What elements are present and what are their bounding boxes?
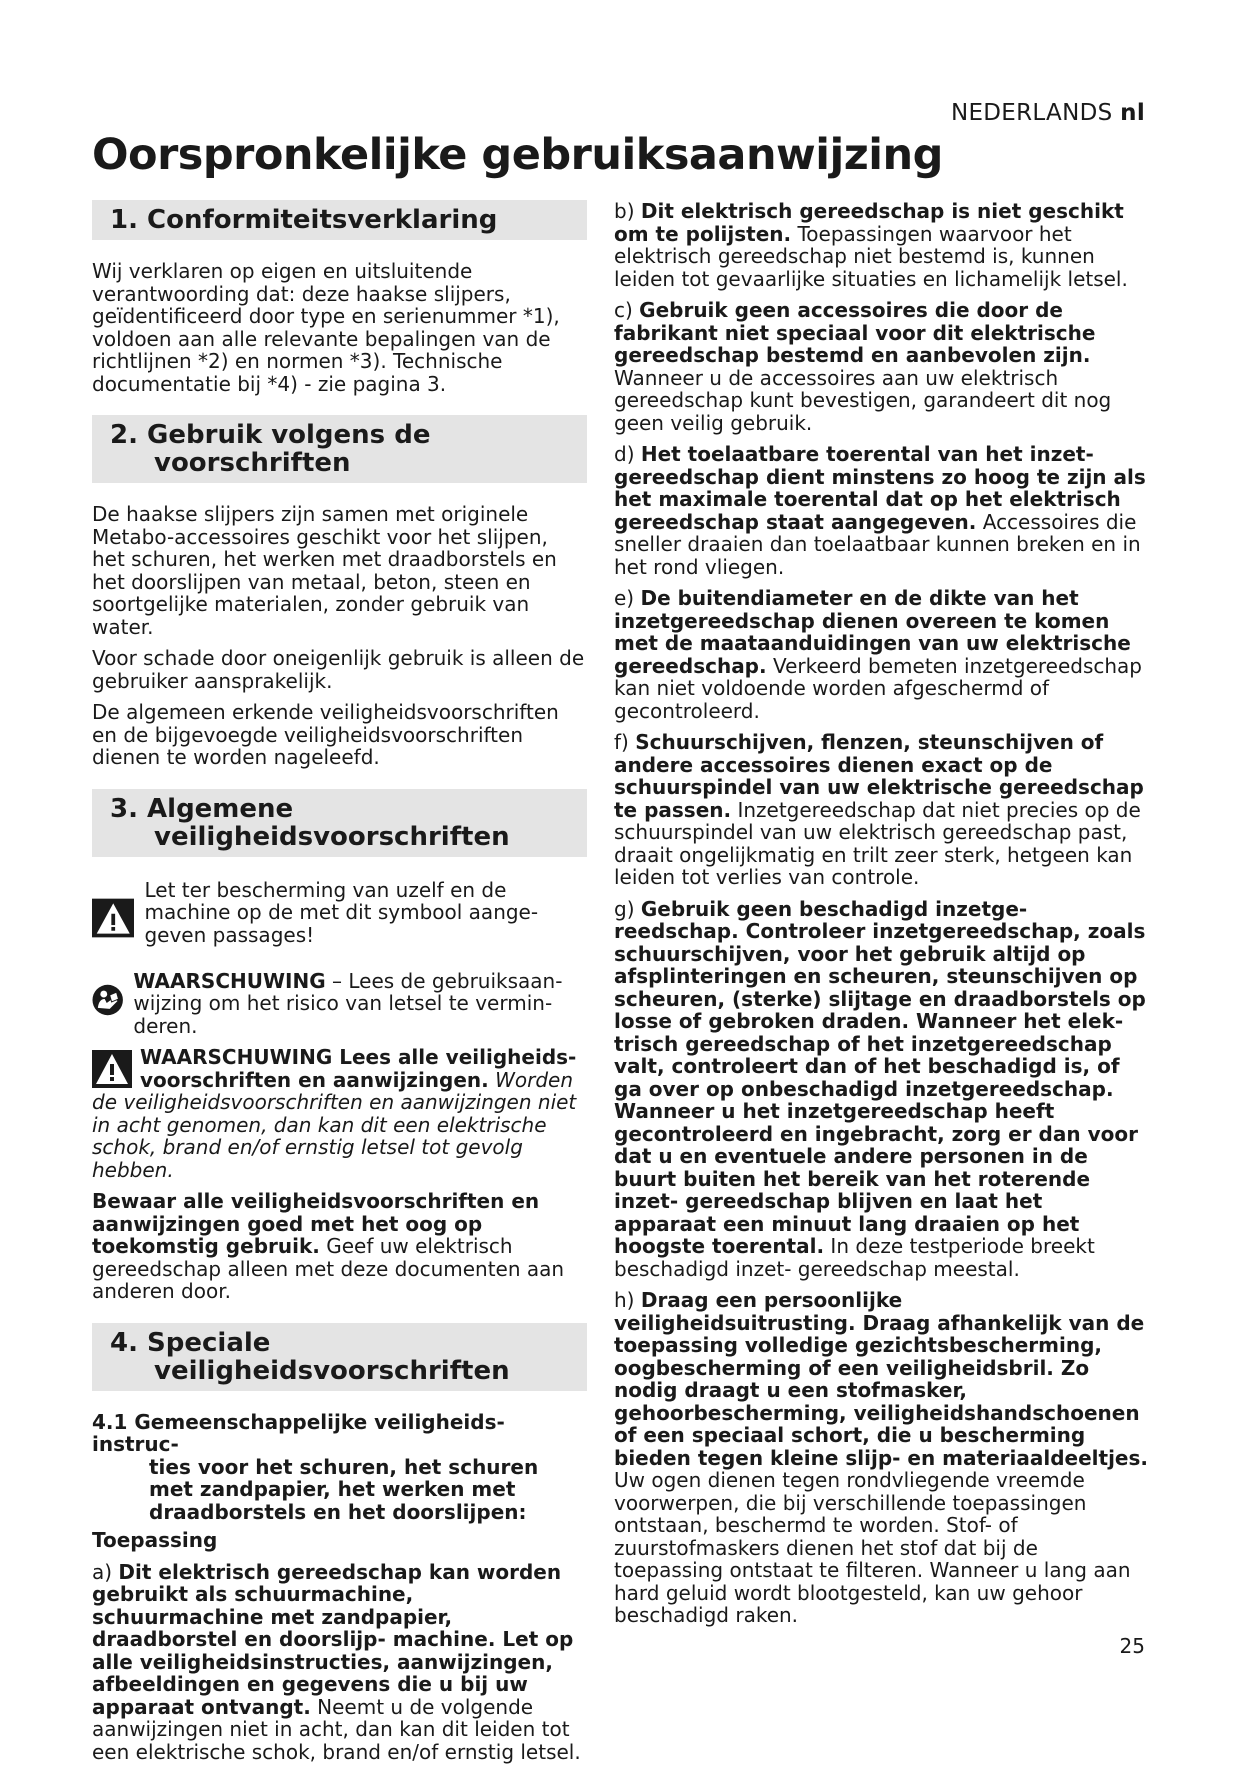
left-column <box>92 200 587 1772</box>
section-4-heading: 4. Speciale veiligheidsvoorschriften <box>92 1323 587 1391</box>
section-2-heading: 2. Gebruik volgens de voorschriften <box>92 415 587 483</box>
section-2-paragraph: De algemeen erkende veiligheidsvoorschriften en de bijgevoegde veiligheidsvoorschriften dienen te worden nageleefd. <box>92 700 559 769</box>
item-h: h) Draag een persoonlijke veiligheidsuitrusting. Draag afhankelijk van de toepassing volledige gezichtsbescherming, oogbescherming of een veiligheidsbril. Zo nodig draagt u een stofmasker, gehoorbescherming, veiligheidshandschoenen of een speciaal schort, die u bescherming bieden tegen kleine slijp- en materiaaldeeltjes. Uw ogen dienen tegen rondvliegende vreemde voorwerpen, die bij verschillende toepassingen ontstaan, beschermd te worden. Stof- of zuurstofmaskers dienen het stof dat bij de toepassing ontstaat te filteren. Wanneer u lang aan hard geluid wordt blootgesteld, kan uw gehoor beschadigd raken. <box>614 1288 1148 1627</box>
item-e: e) De buitendiameter en de dikte van het inzetgereedschap dienen overeen te komen met de maataanduidingen van uw elektrische gereedschap. Verkeerd bemeten inzetgereedschap kan niet voldoende worden afgeschermd of gecontroleerd. <box>614 586 1142 723</box>
read-manual-icon <box>92 968 123 1032</box>
language-name: NEDERLANDS <box>950 100 1113 126</box>
toepassing-heading: Toepassing <box>92 1528 218 1552</box>
section-1-body: Wij verklaren op eigen en uitsluitende verantwoording dat: deze haakse slijpers, geïdentificeerd door type en serienummer *1), voldoen aan alle relevante bepalingen van de richtlijnen *2) en normen *3). Technische documentatie bij *4) - zie pagina 3. <box>92 259 560 396</box>
warning-text: – Lees de gebruiksaan- wijzing om het risico van letsel te vermin- deren. <box>133 968 563 1038</box>
section-2-paragraph: Voor schade door oneigenlijk gebruik is alleen de gebruiker aansprakelijk. <box>92 646 585 693</box>
keep-instructions: Bewaar alle veiligheidsvoorschriften en aanwijzingen goed met het oog op toekomstig gebruik. Geef uw elektrisch gereedschap alleen met deze documenten aan anderen door. <box>92 1189 565 1303</box>
right-column <box>614 200 1150 1636</box>
symbol-note-row <box>92 877 587 959</box>
section-3-heading: 3. Algemene veiligheidsvoorschriften <box>92 789 587 857</box>
language-header <box>951 100 1145 126</box>
item-d: d) Het toelaatbare toerental van het inzet- gereedschap dient minstens zo hoog te zijn als het maximale toerental dat op het elektrisch gereedschap staat aangegeven. Accessoires die sneller draaien dan toelaatbaar kunnen breken en in het rond vliegen. <box>614 442 1146 579</box>
subsection-4-1-heading: 4.1 Gemeenschappelijke veiligheids-instruc- ties voor het schuren, het schuren met zandpapier, het werken met draadborstels en het doorslijpen: <box>92 1409 539 1524</box>
item-f: f) Schuurschijven, flenzen, steunschijven of andere accessoires dienen exact op de schuurspindel van uw elektrische gereedschap te passen. Inzetgereedschap dat niet precies op de schuurspindel van uw elektrisch gereedschap past, draait ongelijkmatig en trilt zeer sterk, hetgeen kan leiden tot verlies van controle. <box>614 730 1144 889</box>
page-number: 25 <box>1119 1634 1145 1658</box>
item-g: g) Gebruik geen beschadigd inzetge- reedschap. Controleer inzetgereedschap, zoals schuurschijven, voor het gebruik altijd op afsplinteringen en scheuren, steunschijven op scheuren, (sterke) slijtage en draadborstels op losse of gebroken draden. Wanneer het elek- trisch gereedschap of het inzetgereedschap valt, controleert dan of het beschadigd is, of ga over op onbeschadigd inzetgereedschap. Wanneer u het inzetgereedschap heeft gecontroleerd en ingebracht, zorg er dan voor dat u en eventuele andere personen in de buurt buiten het bereik van het roterende inzet- gereedschap blijven en laat het apparaat een minuut lang draaien op het hoogste toerental. In deze testperiode breekt beschadigd inzet- gereedschap meestal. <box>614 896 1146 1281</box>
warning-triangle-icon <box>92 877 134 959</box>
page-title: Oorspronkelijke gebruiksaanwijzing <box>92 130 943 180</box>
section-1-heading: 1. Conformiteitsverklaring <box>92 200 587 240</box>
language-code: nl <box>1120 100 1145 126</box>
warning-label: WAARSCHUWING <box>133 968 326 993</box>
general-warning: WAARSCHUWING Lees alle veiligheids- voorschriften en aanwijzingen. Worden de veiligheidsvoorschriften en aanwijzingen niet in acht genomen, dan kan dit een elektrische schok, brand en/of ernstig letsel tot gevolg hebben. <box>92 1045 577 1182</box>
item-a: a) Dit elektrisch gereedschap kan worden gebruikt als schuurmachine, schuurmachine met zandpapier, draadborstel en doorslijp- machine. Let op alle veiligheidsinstructies, aanwijzingen, afbeeldingen en gegevens die u bij uw apparaat ontvangt. Neemt u de volgende aanwijzingen niet in acht, dan kan dit leiden tot een elektrische schok, brand en/of ernstig letsel. <box>92 1559 581 1764</box>
symbol-note-text: Let ter bescherming van uzelf en de machine op de met dit symbool aange- geven passages! <box>144 877 539 947</box>
manual-warning-row <box>92 968 587 1038</box>
section-2-paragraph: De haakse slijpers zijn samen met originele Metabo-accessoires geschikt voor het slijpen, het schuren, het werken met draadborstels en het doorslijpen van metaal, beton, steen en soortgelijke materialen, zonder gebruik van water. <box>92 502 557 639</box>
warning-triangle-icon <box>92 1050 132 1088</box>
item-c: c) Gebruik geen accessoires die door de fabrikant niet speciaal voor dit elektrische gereedschap bestemd en aanbevolen zijn. Wanneer u de accessoires aan uw elektrisch gereedschap kunt bevestigen, garandeert dit nog geen veilig gebruik. <box>614 298 1112 435</box>
item-b: b) Dit elektrisch gereedschap is niet geschikt om te polijsten. Toepassingen waarvoor het elektrisch gereedschap niet bestemd is, kunnen leiden tot gevaarlijke situaties en lichamelijk letsel. <box>614 199 1128 291</box>
